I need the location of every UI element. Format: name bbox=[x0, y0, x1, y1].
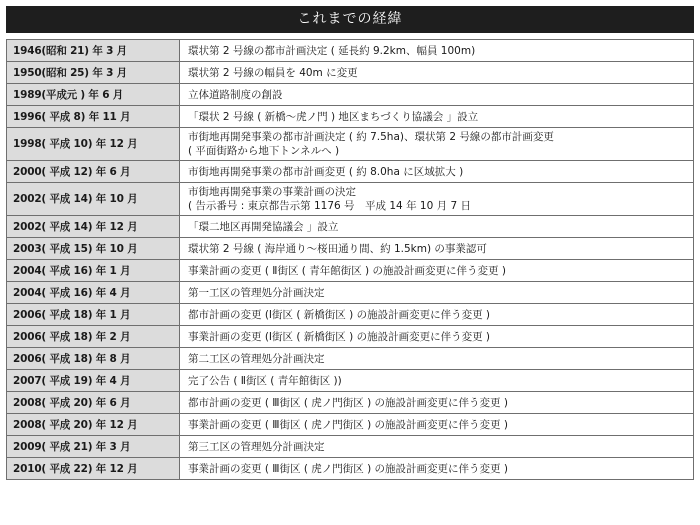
table-row bbox=[7, 282, 694, 304]
event-line: 事業計画の変更 ( Ⅲ街区 ( 虎ノ門街区 ) の施設計画変更に伴う変更 ) bbox=[188, 418, 508, 431]
row-event bbox=[180, 238, 694, 260]
table-row bbox=[7, 40, 694, 62]
event-line: ( 告示番号 : 東京都告示第 1176 号 平成 14 年 10 月 7 日 bbox=[188, 200, 471, 212]
row-date: 1998( 平成 10) 年 12 月 bbox=[7, 128, 180, 161]
row-date: 2008( 平成 20) 年 6 月 bbox=[7, 392, 180, 414]
event-line: 環状第 2 号線の幅員を 40m に変更 bbox=[188, 66, 358, 79]
event-line: 都市計画の変更 ( Ⅲ街区 ( 虎ノ門街区 ) の施設計画変更に伴う変更 ) bbox=[188, 396, 508, 409]
event-line: 環状第 2 号線の都市計画決定 ( 延長約 9.2km、幅員 100m) bbox=[188, 44, 476, 57]
table-row bbox=[7, 436, 694, 458]
row-event bbox=[180, 326, 694, 348]
row-event bbox=[180, 40, 694, 62]
table-row bbox=[7, 128, 694, 161]
event-line: 事業計画の変更 ( Ⅱ街区 ( 青年館街区 ) の施設計画変更に伴う変更 ) bbox=[188, 264, 506, 277]
row-event bbox=[180, 282, 694, 304]
history-table bbox=[6, 39, 694, 480]
row-event bbox=[180, 161, 694, 183]
table-row bbox=[7, 392, 694, 414]
row-date: 1950(昭和 25) 年 3 月 bbox=[7, 62, 180, 84]
event-line: 市街地再開発事業の都市計画変更 ( 約 8.0ha に区域拡大 ) bbox=[188, 165, 464, 178]
event-line: 都市計画の変更 (Ⅰ街区 ( 新橋街区 ) の施設計画変更に伴う変更 ) bbox=[188, 308, 491, 321]
table-row bbox=[7, 348, 694, 370]
row-date: 2006( 平成 18) 年 8 月 bbox=[7, 348, 180, 370]
row-event bbox=[180, 128, 694, 161]
table-row bbox=[7, 260, 694, 282]
event-line: 第二工区の管理処分計画決定 bbox=[188, 352, 325, 365]
table-row bbox=[7, 161, 694, 183]
table-row bbox=[7, 183, 694, 216]
event-line: 環状第 2 号線 ( 海岸通り〜桜田通り間、約 1.5km) の事業認可 bbox=[188, 242, 487, 255]
event-line: 事業計画の変更 ( Ⅲ街区 ( 虎ノ門街区 ) の施設計画変更に伴う変更 ) bbox=[188, 462, 508, 475]
event-line: 市街地再開発事業の事業計画の決定 bbox=[188, 186, 356, 198]
row-date: 1996( 平成 8) 年 11 月 bbox=[7, 106, 180, 128]
row-date: 2002( 平成 14) 年 12 月 bbox=[7, 216, 180, 238]
row-date: 2006( 平成 18) 年 1 月 bbox=[7, 304, 180, 326]
table-row bbox=[7, 216, 694, 238]
row-event bbox=[180, 370, 694, 392]
event-line: 第三工区の管理処分計画決定 bbox=[188, 440, 325, 453]
row-event bbox=[180, 62, 694, 84]
table-row bbox=[7, 414, 694, 436]
row-event bbox=[180, 183, 694, 216]
row-event bbox=[180, 260, 694, 282]
row-event bbox=[180, 106, 694, 128]
event-line: 「環状 2 号線 ( 新橋〜虎ノ門 ) 地区まちづくり協議会 」設立 bbox=[188, 110, 479, 123]
row-event bbox=[180, 84, 694, 106]
row-event bbox=[180, 216, 694, 238]
row-event bbox=[180, 304, 694, 326]
row-date: 2010( 平成 22) 年 12 月 bbox=[7, 458, 180, 480]
row-event bbox=[180, 392, 694, 414]
row-date: 2009( 平成 21) 年 3 月 bbox=[7, 436, 180, 458]
event-line: 立体道路制度の創設 bbox=[188, 88, 283, 101]
event-line: 「環二地区再開発協議会 」設立 bbox=[188, 220, 339, 233]
table-row bbox=[7, 238, 694, 260]
row-date: 2007( 平成 19) 年 4 月 bbox=[7, 370, 180, 392]
row-date: 2000( 平成 12) 年 6 月 bbox=[7, 161, 180, 183]
table-row bbox=[7, 370, 694, 392]
row-event bbox=[180, 458, 694, 480]
table-row bbox=[7, 458, 694, 480]
event-line: 第一工区の管理処分計画決定 bbox=[188, 286, 325, 299]
panel-title: これまでの経緯 bbox=[6, 6, 694, 33]
table-row bbox=[7, 62, 694, 84]
table-row bbox=[7, 326, 694, 348]
row-date: 2008( 平成 20) 年 12 月 bbox=[7, 414, 180, 436]
table-row bbox=[7, 106, 694, 128]
row-date: 2003( 平成 15) 年 10 月 bbox=[7, 238, 180, 260]
row-date: 1946(昭和 21) 年 3 月 bbox=[7, 40, 180, 62]
event-line: 事業計画の変更 (Ⅰ街区 ( 新橋街区 ) の施設計画変更に伴う変更 ) bbox=[188, 330, 491, 343]
event-line: 市街地再開発事業の都市計画決定 ( 約 7.5ha)、環状第 2 号線の都市計画変更 bbox=[188, 131, 554, 143]
row-event bbox=[180, 414, 694, 436]
row-date: 2002( 平成 14) 年 10 月 bbox=[7, 183, 180, 216]
row-date: 1989(平成元 ) 年 6 月 bbox=[7, 84, 180, 106]
history-panel bbox=[6, 6, 694, 519]
event-line: 完了公告 ( Ⅱ街区 ( 青年館街区 )) bbox=[188, 374, 342, 387]
row-event bbox=[180, 436, 694, 458]
table-row bbox=[7, 84, 694, 106]
row-date: 2004( 平成 16) 年 1 月 bbox=[7, 260, 180, 282]
row-date: 2006( 平成 18) 年 2 月 bbox=[7, 326, 180, 348]
row-date: 2004( 平成 16) 年 4 月 bbox=[7, 282, 180, 304]
row-event bbox=[180, 348, 694, 370]
table-row bbox=[7, 304, 694, 326]
event-line: ( 平面街路から地下トンネルへ ) bbox=[188, 145, 340, 157]
